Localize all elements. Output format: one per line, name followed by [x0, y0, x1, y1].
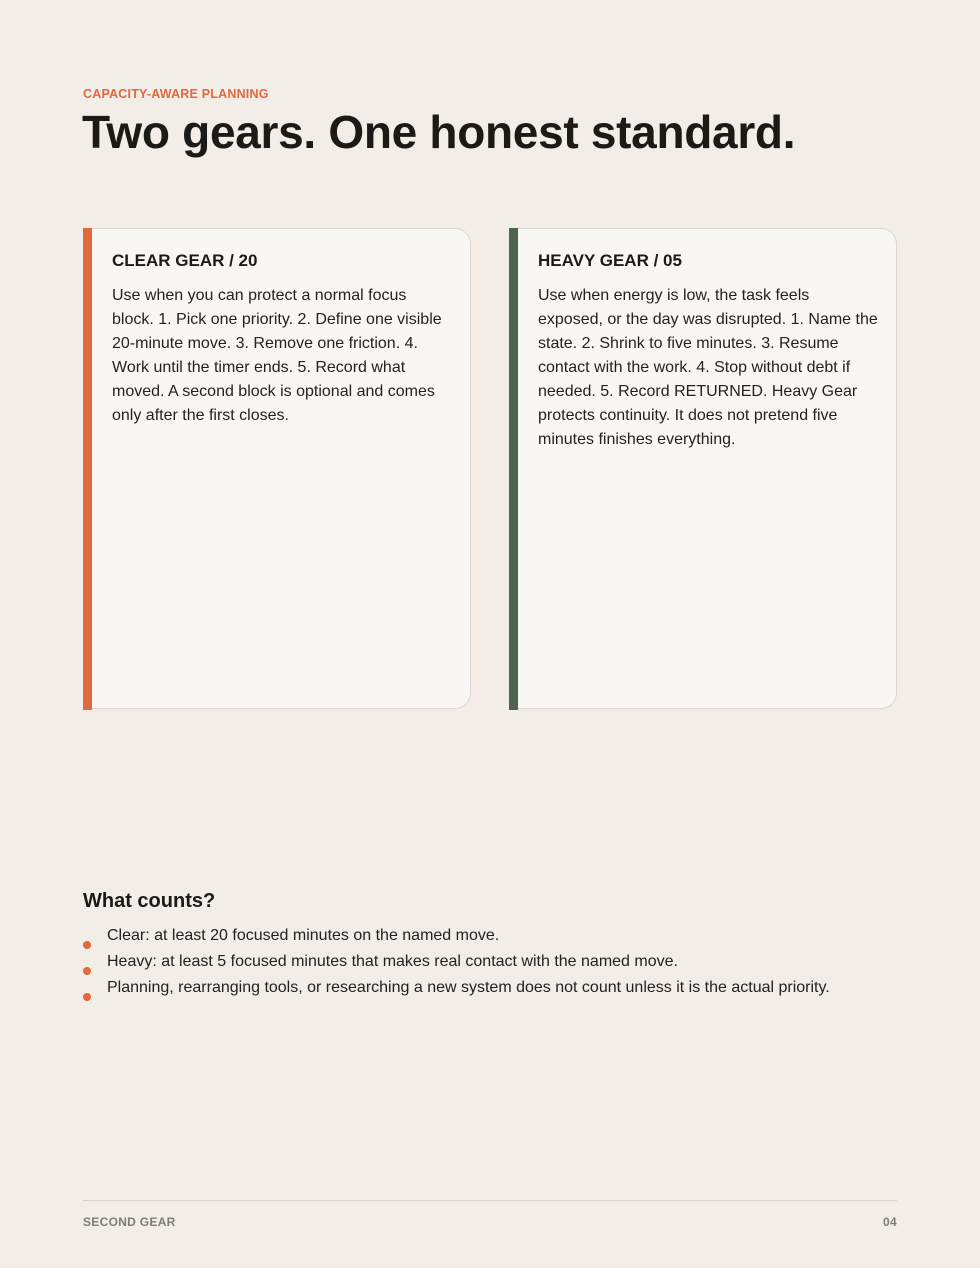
clear-gear-body: Use when you can protect a normal focus block. 1. Pick one priority. 2. Define one visible 20-minute move. 3. Remove one friction. 4. Work until the timer ends. 5. Record what moved. A second block is optional and comes only after the first closes.	[112, 287, 442, 424]
list-item	[83, 949, 830, 975]
heavy-gear-card	[509, 228, 897, 709]
bullet-dot-icon	[83, 993, 91, 1001]
what-counts-list	[83, 923, 830, 1001]
heavy-gear-title: HEAVY GEAR / 05	[538, 251, 682, 270]
heavy-gear-body: Use when energy is low, the task feels exposed, or the day was disrupted. 1. Name the state. 2. Shrink to five minutes. 3. Resume contact with the work. 4. Stop without debt if needed. 5. Record RETURNED. Heavy Gear protects continuity. It does not pretend five minutes finishes everything.	[538, 287, 878, 448]
heavy-gear-accent-bar	[509, 228, 518, 710]
clear-gear-card	[83, 228, 471, 709]
page-number: 04	[883, 1215, 897, 1229]
list-item-text: Clear: at least 20 focused minutes on the named move.	[107, 927, 500, 944]
list-item	[83, 975, 830, 1001]
bullet-dot-icon	[83, 941, 91, 949]
footer-divider	[83, 1200, 897, 1201]
clear-gear-title: CLEAR GEAR / 20	[112, 251, 258, 270]
list-item-text: Planning, rearranging tools, or researching a new system does not count unless it is the actual priority.	[107, 979, 830, 996]
footer-label: SECOND GEAR	[83, 1215, 176, 1229]
list-item-text: Heavy: at least 5 focused minutes that makes real contact with the named move.	[107, 953, 678, 970]
what-counts-heading: What counts?	[83, 890, 216, 912]
page-title: Two gears. One honest standard.	[82, 106, 796, 158]
eyebrow-label: CAPACITY-AWARE PLANNING	[83, 87, 269, 101]
list-item	[83, 923, 830, 949]
bullet-dot-icon	[83, 967, 91, 975]
clear-gear-accent-bar	[83, 228, 92, 710]
